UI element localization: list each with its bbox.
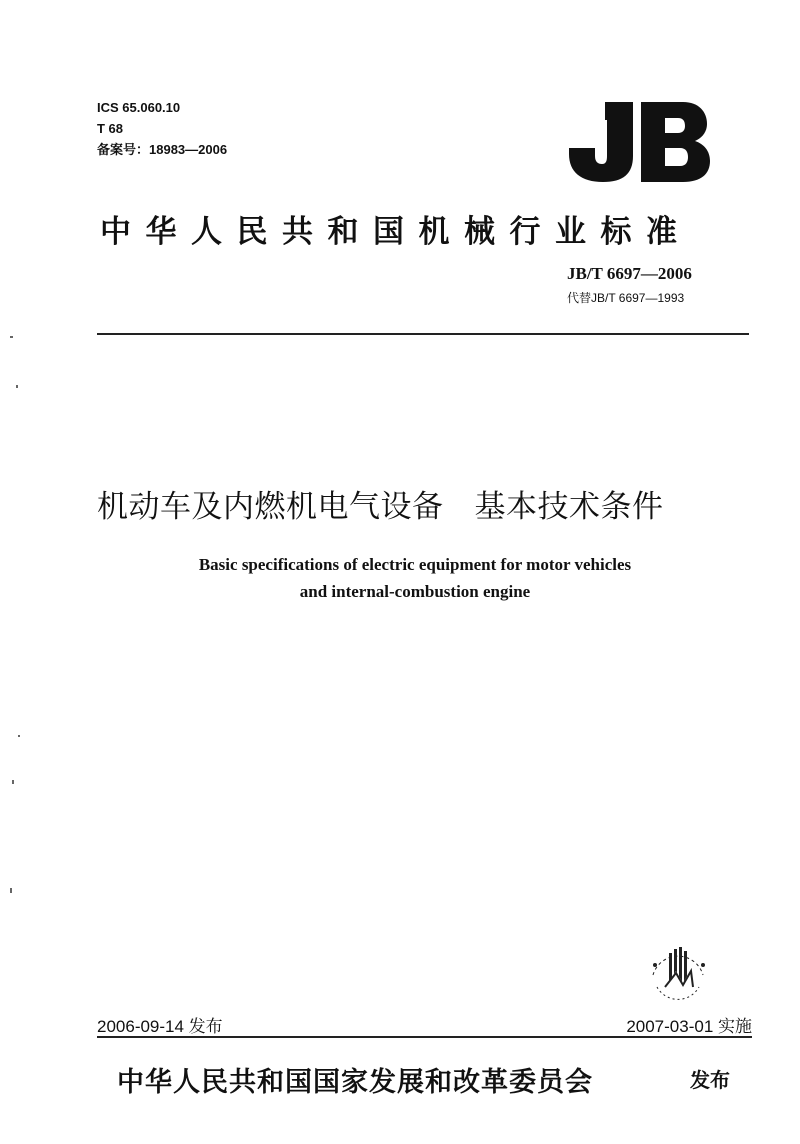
standard-number: JB/T 6697—2006 bbox=[567, 264, 692, 283]
jb-logo bbox=[565, 100, 710, 182]
filing-number: 备案号：18983—2006 bbox=[97, 142, 228, 157]
standard-category-title: 中华人民共和国机械行业标准 bbox=[100, 214, 692, 250]
replaces-standard: 代替JB/T 6697—1993 bbox=[567, 291, 685, 305]
scan-speck bbox=[12, 780, 14, 784]
document-title-en-line1: Basic specifications of electric equipment for motor vehicles bbox=[198, 555, 632, 574]
ics-code: ICS 65.060.10 bbox=[97, 100, 181, 115]
jb-logo-text: JB bbox=[565, 100, 566, 101]
document-title-zh: 机动车及内燃机电气设备 基本技术条件 bbox=[97, 489, 664, 525]
document-title-en-line2: and internal-combustion engine bbox=[299, 582, 531, 601]
publish-label: 发布 bbox=[690, 1068, 730, 1092]
header-divider bbox=[97, 333, 749, 335]
scan-speck bbox=[16, 385, 18, 388]
publisher-name: 中华人民共和国国家发展和改革委员会 bbox=[117, 1067, 593, 1098]
implementation-date: 2007-03-01 实施 bbox=[626, 1017, 752, 1036]
scan-speck bbox=[10, 336, 13, 338]
footer-divider bbox=[97, 1036, 752, 1038]
category-code: T 68 bbox=[97, 121, 124, 136]
scan-speck bbox=[10, 888, 12, 893]
publisher-seal-icon bbox=[643, 935, 713, 1000]
scan-speck bbox=[18, 735, 20, 737]
issue-date: 2006-09-14 发布 bbox=[97, 1017, 223, 1036]
